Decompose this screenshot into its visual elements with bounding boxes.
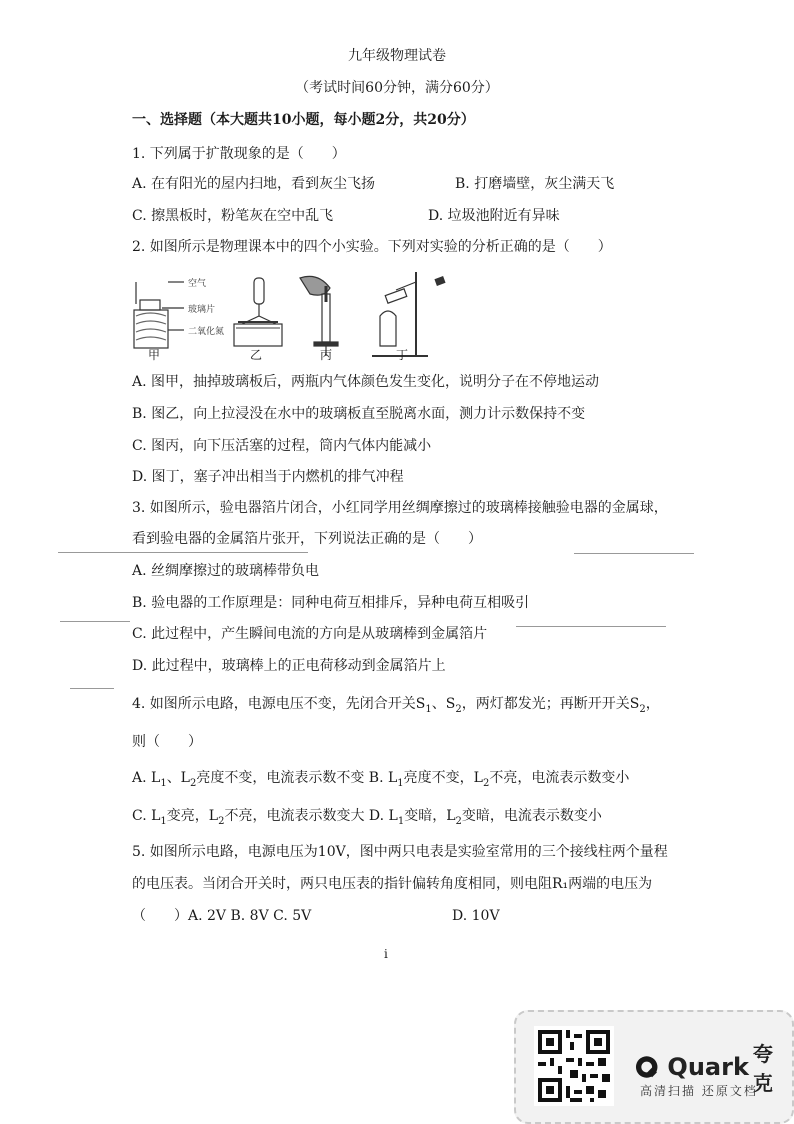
q4-options-ab: [132, 768, 629, 794]
quark-watermark: [514, 1010, 794, 1124]
q1-stem: 1. 下列属于扩散现象的是（ ）: [132, 146, 346, 162]
q1-option-c: C. 擦黑板时，粉笔灰在空中乱飞: [132, 208, 334, 224]
q2-option-c: C. 图丙，向下压活塞的过程，筒内气体内能减小: [132, 438, 432, 454]
q4-opt-text: 、L: [166, 770, 190, 786]
subscript: 2: [455, 815, 462, 827]
q4-opt-text: 变暗，电流表示数变小: [461, 808, 602, 824]
q4-opt-text: 亮度不变，L: [403, 770, 483, 786]
q4-opt-text: 变亮，L: [166, 808, 219, 824]
q4-opt-text: 变暗，L: [404, 808, 456, 824]
quark-tagline: 高清扫描 还原文档: [640, 1084, 758, 1098]
label-air: 空气: [188, 279, 207, 289]
experiment-illustrations: [132, 272, 462, 364]
label-glass: 玻璃片: [188, 305, 216, 315]
q2-option-d: D. 图丁，塞子冲出相当于内燃机的排气冲程: [132, 469, 404, 485]
subscript: 2: [455, 703, 462, 715]
q4-opt-text: 不亮，电流表示数变大 D. L: [224, 808, 398, 824]
subscript: 1: [160, 815, 167, 827]
subscript: 1: [160, 777, 167, 789]
fig-label-yi: 乙: [250, 348, 263, 362]
q4-stem-line2: 则（ ）: [132, 734, 202, 750]
scan-smudge: [58, 552, 308, 553]
q5-stem-line1: 5. 如图所示电路，电源电压为10V，图中两只电表是实验室常用的三个接线柱两个量程: [132, 844, 668, 860]
quark-brand-cn: 夸克: [752, 1042, 773, 1095]
quark-brand-text: Quark: [667, 1053, 749, 1081]
fig-label-bing: 丙: [320, 348, 333, 362]
q4-stem-line1: [132, 694, 660, 720]
subscript: 2: [639, 703, 646, 715]
q1-option-a: A. 在有阳光的屋内扫地，看到灰尘飞扬: [132, 176, 376, 192]
q2-figure: [132, 272, 462, 364]
q1-option-d: D. 垃圾池附近有异味: [428, 208, 560, 224]
q5-stem-line2: 的电压表。当闭合开关时，两只电压表的指针偏转角度相同，则电阻R₁两端的电压为: [132, 876, 653, 892]
q3-option-c: C. 此过程中，产生瞬间电流的方向是从玻璃棒到金属箔片: [132, 626, 488, 642]
q5-options-abc: （ ）A. 2V B. 8V C. 5V: [132, 908, 312, 924]
scan-smudge: [70, 688, 114, 689]
q4-stem-text: 4. 如图所示电路，电源电压不变，先闭合开关S: [132, 696, 426, 712]
q2-option-b: B. 图乙，向上拉浸没在水中的玻璃板直至脱离水面，测力计示数保持不变: [132, 406, 586, 422]
fig-label-ding: 丁: [396, 348, 409, 362]
q4-stem-text: ，两灯都发光；再断开开关S: [461, 696, 640, 712]
scan-smudge: [516, 626, 666, 627]
label-no2: 二氧化氮: [188, 327, 225, 337]
q4-opt-text: A. L: [132, 770, 161, 786]
exam-subtitle: （考试时间60分钟，满分60分）: [295, 80, 499, 96]
subscript: 2: [218, 815, 225, 827]
q4-options-cd: [132, 806, 602, 832]
subscript: 2: [189, 777, 197, 789]
scan-smudge: [60, 621, 130, 622]
q2-stem: 2. 如图所示是物理课本中的四个小实验。下列对实验的分析正确的是（ ）: [132, 239, 612, 255]
q5-option-d: D. 10V: [452, 908, 500, 924]
subscript: 1: [397, 777, 404, 789]
scan-smudge: [574, 553, 694, 554]
q4-stem-text: ，: [645, 696, 660, 712]
q3-option-b: B. 验电器的工作原理是：同种电荷互相排斥，异种电荷互相吸引: [132, 595, 530, 611]
q4-opt-text: 不亮，电流表示数变小: [489, 770, 630, 786]
exam-title: 九年级物理试卷: [348, 48, 446, 64]
q3-option-d: D. 此过程中，玻璃棒上的正电荷移动到金属箔片上: [132, 658, 446, 674]
fig-label-jia: 甲: [148, 348, 161, 362]
subscript: 2: [482, 777, 490, 789]
q3-option-a: A. 丝绸摩擦过的玻璃棒带负电: [132, 563, 320, 579]
subscript: 1: [397, 815, 405, 827]
q1-option-b: B. 打磨墙壁，灰尘满天飞: [455, 176, 615, 192]
qr-code-icon: [534, 1026, 614, 1106]
quark-logo-icon: [634, 1054, 659, 1080]
q4-opt-text: C. L: [132, 808, 161, 824]
q3-stem-line2: 看到验电器的金属箔片张开，下列说法正确的是（ ）: [132, 531, 482, 547]
q4-stem-text: 、S: [431, 696, 456, 712]
subscript: 1: [425, 703, 432, 715]
q3-stem-line1: 3. 如图所示，验电器箔片闭合，小红同学用丝绸摩擦过的玻璃棒接触验电器的金属球，: [132, 500, 668, 516]
page-number: i: [384, 947, 388, 961]
q2-option-a: A. 图甲，抽掉玻璃板后，两瓶内气体颜色发生变化，说明分子在不停地运动: [132, 374, 600, 390]
q4-opt-text: 亮度不变，电流表示数不变 B. L: [196, 770, 398, 786]
section-heading: 一、选择题（本大题共10小题，每小题2分，共20分）: [132, 112, 475, 128]
